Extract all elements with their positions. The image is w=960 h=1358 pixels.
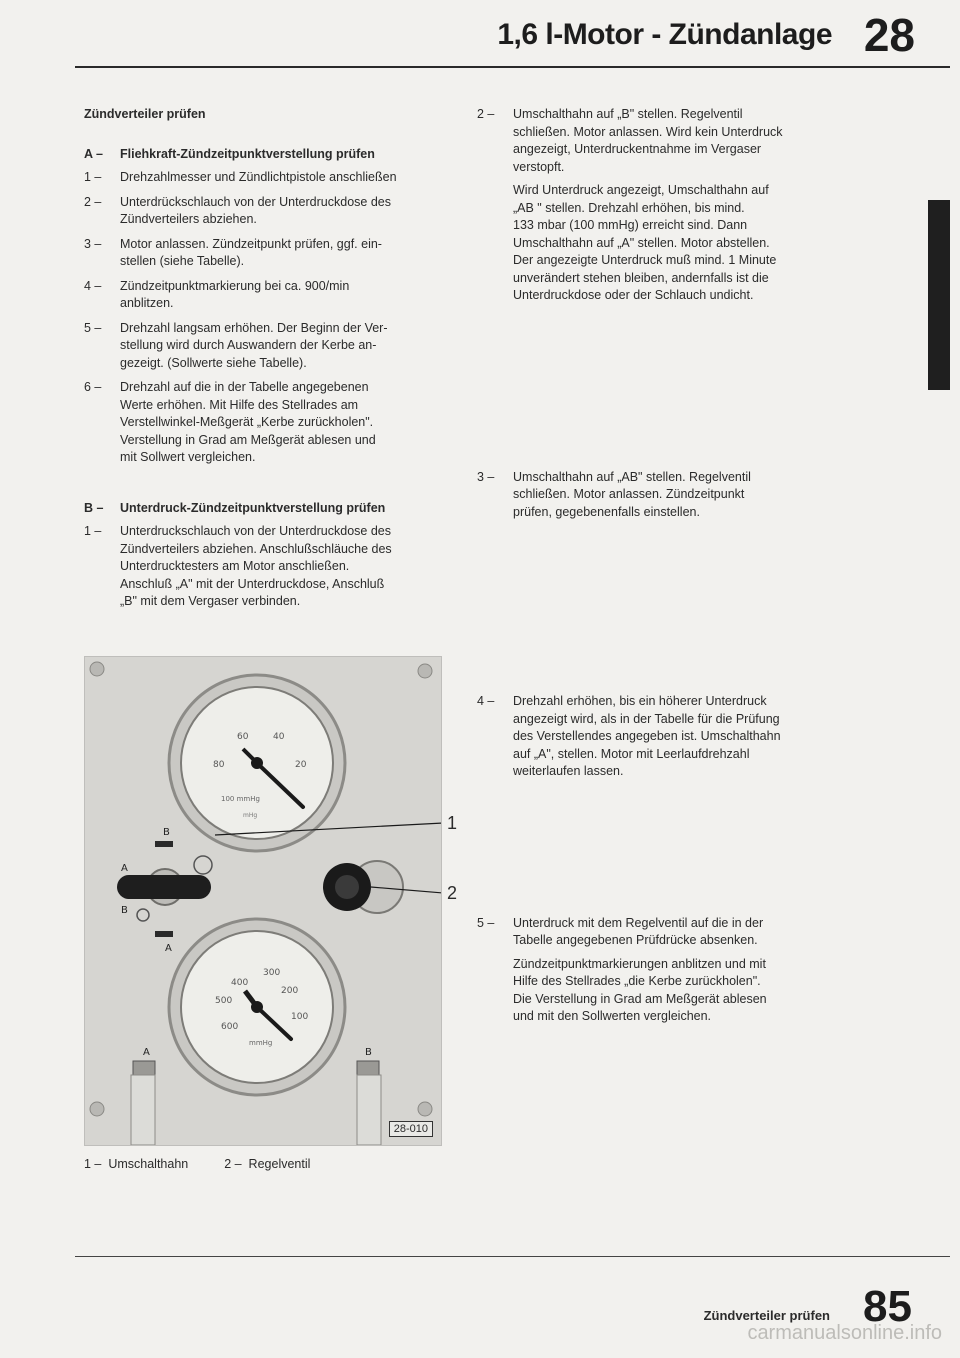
header-rule — [75, 66, 950, 68]
item-text: Zündzeitpunktmarkierung bei ca. 900/min anblitzen. — [120, 278, 350, 310]
gauge-scale-label: 40 — [273, 732, 285, 742]
item-text: Drehzahlmesser und Zündlichtpistole anschließen — [120, 170, 397, 184]
item-text: Drehzahl auf die in der Tabelle angegebenen Werte erhöhen. Mit Hilfe des Stellrades am Verstellwinkel-Meßgerät „Kerbe zurückholen". Verstellung in Grad am Meßgerät ablesen und mit Sollwert vergleichen. — [120, 380, 376, 464]
step-number: 3 – — [477, 469, 495, 484]
gauge-scale-label: 20 — [295, 760, 307, 770]
upper-vacuum-gauge — [169, 675, 345, 851]
gauge-scale-label: 100 — [291, 1012, 309, 1022]
item-number: 1 – — [84, 524, 102, 538]
callout-number: 2 — [447, 883, 458, 903]
step-4 — [477, 693, 857, 781]
port-label: A — [143, 1047, 150, 1058]
gauge-scale-label: 200 — [281, 986, 299, 996]
list-item — [84, 169, 464, 187]
watermark: carmanualsonline.info — [747, 1322, 942, 1344]
gauge-scale-label: 300 — [263, 968, 281, 978]
item-number: 3 – — [84, 236, 102, 251]
step-paragraph: Zündzeitpunktmarkierungen anblitzen und mit Hilfe des Stellrades „die Kerbe zurückholen". Die Verstellung in Grad am Meßgerät ablesen und mit den Sollwerten vergleichen. — [513, 956, 767, 1023]
step-text: Unterdruck mit dem Regelventil auf die in der Tabelle angegebenen Prüfdrücke absenken. — [513, 915, 764, 947]
figure-caption — [84, 1157, 310, 1171]
hose-connector-b — [357, 1061, 381, 1145]
footer-label: Zündverteiler prüfen — [703, 1308, 830, 1323]
item-text: Motor anlassen. Zündzeitpunkt prüfen, ggf. ein- stellen (siehe Tabelle). — [120, 236, 382, 268]
section-b-label: B – — [84, 500, 104, 515]
gauge-scale-label: 500 — [215, 996, 233, 1006]
port-label: B — [163, 827, 170, 838]
list-item — [84, 278, 464, 313]
step-number: 5 – — [477, 915, 495, 930]
gauge-unit-label: 100 mmHg — [221, 795, 260, 803]
chapter-number: 28 — [863, 9, 915, 61]
step-paragraph: Wird Unterdruck angezeigt, Umschalthahn auf „AB " stellen. Drehzahl erhöhen, bis mind. 133 mbar (100 mmHg) erreicht sind. Dann Umschalthahn auf „A" stellen. Motor abstellen. Der angezeigte Unterdruck muß mind. 1 Minute unverändert stehen bleiben, andernfalls ist die Unterdruckdose oder der Schlauch undicht. — [513, 183, 777, 302]
caption-item: 1 – Umschalthahn — [84, 1157, 189, 1171]
section-a-title: Fliehkraft-Zündzeitpunktverstellung prüfen — [120, 146, 375, 161]
gauge-unit-label: mHg — [243, 812, 258, 819]
left-column — [84, 106, 464, 618]
step-5 — [477, 915, 857, 1026]
item-number: 2 – — [84, 194, 102, 209]
page-title: 1,6 l-Motor - Zündanlage — [497, 18, 832, 51]
section-a-heading — [84, 146, 464, 164]
list-item — [84, 320, 464, 373]
step-number: 4 – — [477, 694, 495, 708]
list-item — [84, 379, 464, 467]
footer-rule — [75, 1256, 950, 1257]
step-3 — [477, 469, 857, 522]
item-number: 5 – — [84, 320, 102, 335]
list-item — [84, 236, 464, 271]
screw-icon — [418, 664, 432, 678]
hose-connector-a — [131, 1061, 155, 1145]
section-b-heading — [84, 500, 464, 518]
screw-icon — [418, 1102, 432, 1116]
step-2 — [477, 106, 857, 305]
item-text: Unterdrückschlauch von der Unterdruckdose des Zündverteilers abziehen. — [120, 194, 391, 226]
item-number: 4 – — [84, 278, 102, 293]
list-item — [84, 523, 464, 611]
lower-vacuum-gauge — [169, 919, 345, 1095]
item-number: 6 – — [84, 380, 102, 394]
screw-icon — [90, 662, 104, 676]
regulating-valve-knob — [323, 861, 403, 913]
figure-code: 28-010 — [389, 1121, 433, 1137]
vacuum-tester-figure — [84, 656, 458, 1146]
item-number: 1 – — [84, 170, 102, 184]
section-b-title: Unterdruck-Zündzeitpunktverstellung prüfen — [120, 500, 386, 515]
port-label: A — [165, 943, 172, 954]
caption-item: 2 – Regelventil — [224, 1157, 311, 1171]
callout-number: 1 — [447, 813, 458, 833]
port-label: B — [121, 905, 128, 916]
gauge-scale-label: 80 — [213, 760, 225, 770]
section-tab-marker — [928, 200, 950, 390]
valve-handle — [117, 875, 211, 899]
item-text: Unterdruckschlauch von der Unterdruckdose des Zündverteilers abziehen. Anschlußschläuche des Unterdrucktesters am Motor anschließen. Anschluß „A" mit der Unterdruckdose, Anschluß „B" mit dem Vergaser verbinden. — [120, 524, 392, 608]
step-number: 2 – — [477, 107, 495, 121]
screw-icon — [90, 1102, 104, 1116]
step-text: Umschalthahn auf „B" stellen. Regelventil schließen. Motor anlassen. Wird kein Unterdruck angezeigt, Unterdruckentnahme im Vergaser verstopft. — [513, 107, 783, 174]
gauge-scale-label: 60 — [237, 732, 249, 742]
port-label: A — [121, 863, 128, 874]
list-item — [84, 194, 464, 229]
port-label: B — [365, 1047, 372, 1058]
gauge-unit-label: mmHg — [249, 1039, 273, 1047]
gauge-scale-label: 600 — [221, 1022, 239, 1032]
step-text: Umschalthahn auf „AB" stellen. Regelventil schließen. Motor anlassen. Zündzeitpunkt prüfen, gegebenenfalls einstellen. — [513, 469, 751, 519]
vacuum-tester-illustration — [85, 657, 441, 1145]
right-column — [477, 106, 857, 1033]
item-text: Drehzahl langsam erhöhen. Der Beginn der Ver- stellung wird durch Auswandern der Kerbe an- gezeigt. (Sollwerte siehe Tabelle). — [120, 320, 388, 370]
section-a-label: A – — [84, 146, 103, 161]
step-text: Drehzahl erhöhen, bis ein höherer Unterdruck angezeigt wird, als in der Tabelle für die Prüfung des Verstellendes angegeben ist. Umschalthahn auf „A", stellen. Motor mit Leerlaufdrehzahl weiterlaufen lassen. — [513, 694, 781, 778]
section-title: Zündverteiler prüfen — [84, 107, 206, 121]
page-number: 85 — [863, 1282, 912, 1331]
gauge-scale-label: 400 — [231, 978, 249, 988]
